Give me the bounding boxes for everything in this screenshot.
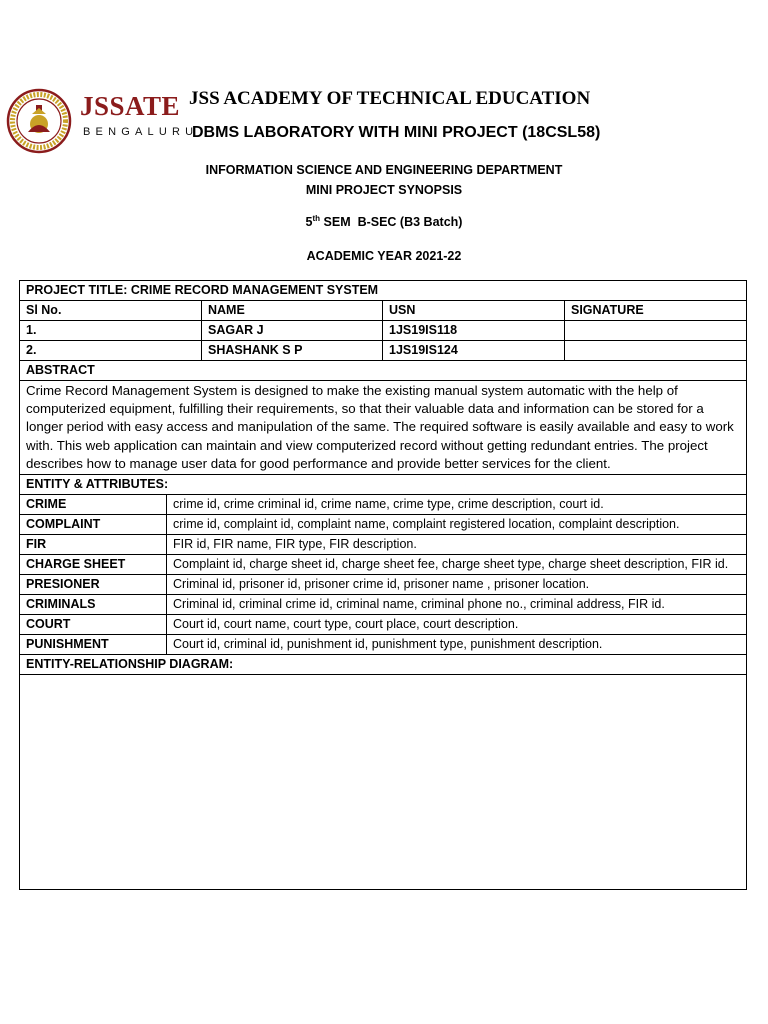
er-heading: ENTITY-RELATIONSHIP DIAGRAM:	[20, 655, 747, 675]
col-sl-no: Sl No.	[20, 301, 202, 321]
abstract-row	[20, 381, 747, 475]
project-title: PROJECT TITLE: CRIME RECORD MANAGEMENT SYSTEM	[20, 281, 747, 301]
entity-row	[20, 555, 747, 575]
entities-heading-row	[20, 475, 747, 495]
brand-city: BENGALURU	[83, 126, 199, 138]
entity-row	[20, 595, 747, 615]
entity-attributes: crime id, crime criminal id, crime name, crime type, crime description, court id.	[167, 495, 747, 515]
entity-row	[20, 515, 747, 535]
entity-row	[20, 575, 747, 595]
entity-name: FIR	[20, 535, 167, 555]
col-name: NAME	[202, 301, 383, 321]
abstract-heading: ABSTRACT	[20, 361, 747, 381]
er-diagram-row	[20, 675, 747, 890]
member-row	[20, 321, 747, 341]
member-sl: 2.	[20, 341, 202, 361]
member-signature	[565, 321, 747, 341]
entity-row	[20, 635, 747, 655]
semester-line	[0, 214, 768, 229]
brand-name: JSSATE	[80, 91, 181, 121]
entity-name: PRESIONER	[20, 575, 167, 595]
academic-year: ACADEMIC YEAR 2021-22	[306, 249, 462, 263]
entity-attributes: Court id, criminal id, punishment id, punishment type, punishment description.	[167, 635, 747, 655]
semester-section: SEM B-SEC (B3 Batch)	[320, 215, 463, 230]
entity-name: PUNISHMENT	[20, 635, 167, 655]
institution-title: JSS ACADEMY OF TECHNICAL EDUCATION	[189, 88, 591, 109]
synopsis-table	[19, 280, 747, 890]
entity-name: COURT	[20, 615, 167, 635]
course-title: DBMS LABORATORY WITH MINI PROJECT (18CSL58)	[192, 124, 601, 141]
semester-suffix: th	[312, 214, 321, 223]
abstract-text: Crime Record Management System is designed to make the existing manual system automatic with the help of computerized equipment, fulfilling their requirements, so that their valuable data and information can be stored for a longer period with easy access and manipulation of the same. The required software is easily available and easy to work with. This web application can maintain and view computerized record without getting redundant entries. The project describes how to manage user data for good performance and provide better services for the client.	[20, 381, 747, 475]
entity-attributes: Criminal id, prisoner id, prisoner crime id, prisoner name , prisoner location.	[167, 575, 747, 595]
member-usn: 1JS19IS118	[383, 321, 565, 341]
member-sl: 1.	[20, 321, 202, 341]
entity-attributes: Criminal id, criminal crime id, criminal name, criminal phone no., criminal address, FIR id.	[167, 595, 747, 615]
er-diagram-area	[20, 675, 747, 890]
jssate-logo	[6, 88, 199, 154]
entity-attributes: crime id, complaint id, complaint name, complaint registered location, complaint description.	[167, 515, 747, 535]
document-type: MINI PROJECT SYNOPSIS	[305, 183, 463, 197]
member-name: SHASHANK S P	[202, 341, 383, 361]
member-usn: 1JS19IS124	[383, 341, 565, 361]
entity-name: CRIME	[20, 495, 167, 515]
entity-name: CRIMINALS	[20, 595, 167, 615]
col-signature: SIGNATURE	[565, 301, 747, 321]
entity-attributes: FIR id, FIR name, FIR type, FIR description.	[167, 535, 747, 555]
entity-name: CHARGE SHEET	[20, 555, 167, 575]
entity-row	[20, 495, 747, 515]
project-title-row	[20, 281, 747, 301]
college-seal-icon	[6, 88, 72, 154]
members-header-row	[20, 301, 747, 321]
er-heading-row	[20, 655, 747, 675]
col-usn: USN	[383, 301, 565, 321]
member-row	[20, 341, 747, 361]
entity-attributes: Court id, court name, court type, court place, court description.	[167, 615, 747, 635]
semester-number: 5	[305, 215, 313, 230]
entities-heading: ENTITY & ATTRIBUTES:	[20, 475, 747, 495]
department-title: INFORMATION SCIENCE AND ENGINEERING DEPARTMENT	[205, 163, 563, 177]
abstract-heading-row	[20, 361, 747, 381]
member-signature	[565, 341, 747, 361]
member-name: SAGAR J	[202, 321, 383, 341]
entity-name: COMPLAINT	[20, 515, 167, 535]
entity-row	[20, 615, 747, 635]
entity-attributes: Complaint id, charge sheet id, charge sheet fee, charge sheet type, charge sheet description, FIR id.	[167, 555, 747, 575]
entity-row	[20, 535, 747, 555]
